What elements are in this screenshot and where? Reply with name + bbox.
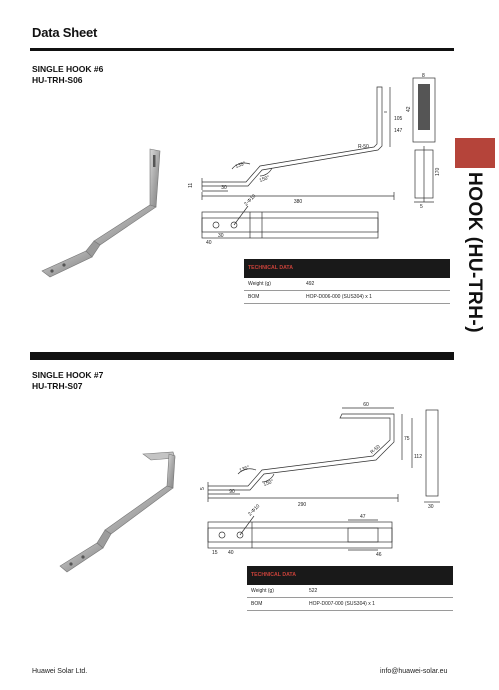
- p1-dim-angle-2: 150°: [258, 174, 271, 184]
- row-value: HOP-D007-000 (SUS304) x 1: [309, 601, 375, 607]
- p2-dim-e: 40: [228, 550, 234, 556]
- p1-dim-g: 42: [406, 106, 412, 112]
- p2-dim-g: 47: [360, 514, 366, 520]
- p1-dim-i: 8: [422, 73, 425, 79]
- p1-dim-angle-1: 135°: [234, 160, 247, 170]
- p2-dim-b: 75: [404, 436, 410, 442]
- p1-dim-j: 5: [420, 204, 423, 210]
- p2-dim-j: 5: [200, 487, 206, 490]
- table-header: TECHNICAL DATA: [244, 259, 450, 278]
- row-value: 522: [309, 588, 318, 594]
- product-2-technical-drawing: [198, 398, 450, 558]
- row-label: Weight (g): [251, 588, 274, 594]
- product-1-hook-image: [38, 145, 173, 280]
- p1-dim-f: 11: [188, 182, 194, 188]
- product-2-code: HU-TRH-S07: [32, 381, 83, 391]
- row-value: 492: [306, 281, 315, 287]
- product-2-title: SINGLE HOOK #7: [32, 370, 104, 380]
- product-1-title: SINGLE HOOK #6: [32, 64, 104, 74]
- product-2-heading: [32, 370, 103, 392]
- table-row: [247, 598, 453, 611]
- row-label: BOM: [248, 294, 260, 300]
- page-title: Data Sheet: [32, 25, 98, 40]
- side-accent-tab: [455, 138, 495, 168]
- footer-email-link[interactable]: info@huawei-solar.eu: [380, 668, 448, 675]
- table-row: [244, 278, 450, 291]
- p2-dim-angle-2: 150°: [262, 478, 275, 488]
- side-category-label: HOOK (HU-TRH-): [464, 172, 485, 334]
- p1-dim-c: 147: [394, 128, 403, 134]
- footer-company: Huawei Solar Ltd.: [32, 668, 88, 675]
- p1-dim-b: 105: [394, 116, 403, 122]
- product-2-technical-table: [247, 566, 453, 611]
- p2-dim-h: 46: [376, 552, 382, 558]
- table-row: [247, 585, 453, 598]
- product-1-code: HU-TRH-S06: [32, 75, 83, 85]
- row-label: Weight (g): [248, 281, 271, 287]
- p2-dim-c: 112: [414, 454, 422, 460]
- row-value: HOP-D006-000 (SUS304) x 1: [306, 294, 372, 300]
- p2-dim-d: 90: [229, 489, 235, 495]
- p2-dim-f: 15: [212, 550, 218, 556]
- row-label: BOM: [251, 601, 263, 607]
- p1-dim-radius: R-50: [358, 144, 369, 150]
- p1-dim-e: 40: [206, 240, 212, 246]
- product-2-hook-image: [55, 448, 180, 576]
- p2-dim-angle-1: 135°: [238, 464, 251, 474]
- p1-dim-h: 170: [435, 167, 441, 176]
- p2-dim-i: 30: [428, 504, 434, 510]
- p2-dim-holes: 2-Φ10: [247, 503, 262, 518]
- p1-dim-holes: 2-Φ10: [243, 193, 258, 208]
- p1-dim-a: 30: [221, 185, 227, 191]
- p1-dim-d: 30: [218, 233, 224, 239]
- table-row: [244, 291, 450, 304]
- product-1-technical-drawing: [188, 72, 448, 247]
- product-1-technical-table: [244, 259, 450, 304]
- p1-dim-length: 380: [293, 199, 303, 205]
- p2-dim-length: 290: [297, 502, 307, 508]
- title-divider: [30, 48, 454, 51]
- p2-dim-a: 60: [363, 402, 369, 408]
- product-1-heading: [32, 64, 103, 86]
- section-divider-band: [30, 352, 454, 360]
- table-header: TECHNICAL DATA: [247, 566, 453, 585]
- p2-dim-radius: R-50: [369, 443, 382, 456]
